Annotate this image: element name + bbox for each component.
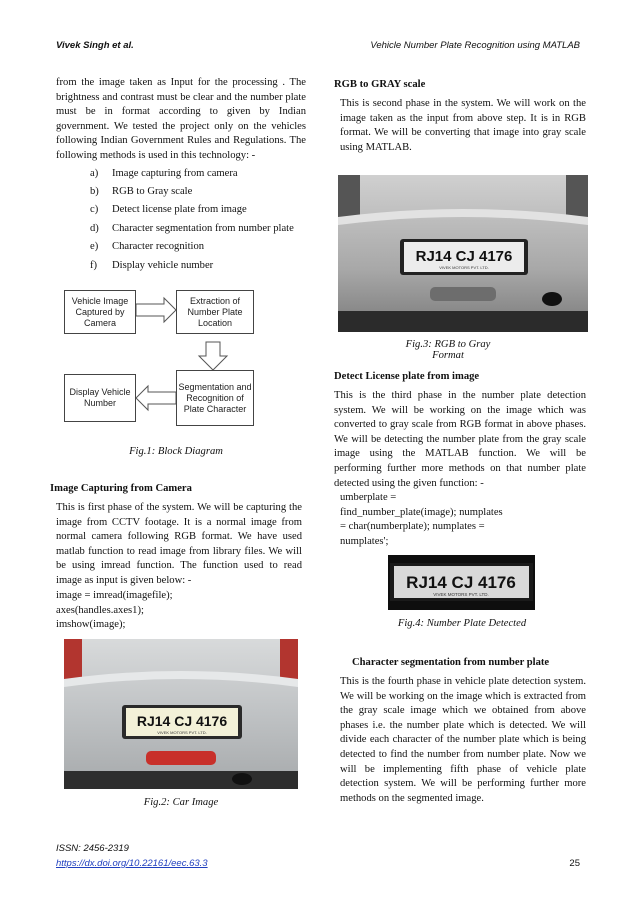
- intro-paragraph: from the image taken as Input for the processing . The brightness and contrast must be clear and the number plate must be in format according to given by Indian government. We tested the project only on the vehicles following Indian Government Rules and Regulations. The following methods is used in this technology: -: [56, 77, 306, 161]
- footer-doi-link[interactable]: https://dx.doi.org/10.22161/eec.63.3: [56, 858, 208, 869]
- footer-issn: ISSN: 2456-2319: [56, 843, 129, 854]
- list-item: b) RGB to Gray scale: [90, 186, 193, 197]
- car-image: [64, 639, 298, 789]
- list-item: c) Detect license plate from image: [90, 204, 247, 215]
- gray-paragraph: This is second phase in the system. We will work on the image taken as the input from above step. It is in RGB format. We will be converting that image into gray scale using MATLAB.: [340, 98, 586, 153]
- code-line: = char(numberplate); numplates =: [340, 521, 485, 533]
- code-line: umberplate =: [340, 492, 397, 503]
- code-line: numplates';: [340, 535, 389, 547]
- arrow-left: [136, 386, 176, 410]
- section-title-gray: RGB to GRAY scale: [334, 79, 426, 90]
- svg-text:VIVEK MOTORS PVT. LTD.: VIVEK MOTORS PVT. LTD.: [439, 265, 489, 270]
- code-block-imread: [56, 589, 173, 633]
- capture-paragraph: This is first phase of the system. We will be capturing the image from CCTV footage. It is a normal image from normal camera following RGB format. We have used matlab function to read image from library files. We will be using imread function. The function used to read image as input is given below: -: [56, 502, 302, 586]
- fig3-caption-line1: Fig.3: RGB to Gray: [405, 339, 491, 350]
- fig1-caption: Fig.1: Block Diagram: [129, 446, 223, 457]
- code-block-detect: [340, 491, 503, 549]
- svg-text:VIVEK MOTORS PVT. LTD.: VIVEK MOTORS PVT. LTD.: [433, 592, 489, 597]
- detect-paragraph: This is the third phase in the number plate detection system. We will be working on the image which was converted to gray scale from RGB format in above phases. We will be detecting the number plate from the gray scale image using the MATLAB function. We will be performing further more methods on that number plate detected using the given function: -: [334, 390, 586, 489]
- gray-car-image: [338, 175, 588, 332]
- detected-plate-image: [388, 555, 535, 610]
- list-item: e) Character recognition: [90, 241, 205, 252]
- diagram-box-segmentation: Segmentation and Recognition of Plate Character: [176, 370, 254, 426]
- fig2-caption: Fig.2: Car Image: [143, 797, 219, 808]
- diagram-box-capture: Vehicle Image Captured by Camera: [64, 290, 136, 334]
- svg-text:RJ14 CJ 4176: RJ14 CJ 4176: [136, 713, 228, 729]
- list-item: f) Display vehicle number: [90, 260, 214, 271]
- section-title-segmentation: Character segmentation from number plate: [352, 657, 550, 668]
- running-title: Vehicle Number Plate Recognition using MATLAB: [370, 40, 580, 51]
- list-item: a) Image capturing from camera: [90, 168, 238, 179]
- code-line: find_number_plate(image); numplates: [340, 506, 503, 518]
- fig3-caption: [388, 339, 508, 361]
- arrow-down: [199, 342, 227, 370]
- running-author: Vivek Singh et al.: [56, 40, 134, 51]
- code-line: imshow(image);: [56, 619, 126, 631]
- list-item: d) Character segmentation from number plate: [90, 223, 294, 234]
- svg-text:VIVEK MOTORS PVT. LTD.: VIVEK MOTORS PVT. LTD.: [157, 730, 207, 735]
- fig4-caption: Fig.4: Number Plate Detected: [397, 618, 527, 629]
- arrow-right: [136, 298, 176, 322]
- page-number: 25: [569, 858, 580, 869]
- code-line: image = imread(imagefile);: [56, 590, 173, 601]
- svg-text:RJ14 CJ 4176: RJ14 CJ 4176: [406, 573, 516, 592]
- detected-plate: [388, 555, 535, 610]
- diagram-box-display: Display Vehicle Number: [64, 374, 136, 422]
- block-diagram: [56, 284, 268, 432]
- diagram-box-extraction: Extraction of Number Plate Location: [176, 290, 254, 334]
- section-title-capture: Image Capturing from Camera: [50, 483, 192, 494]
- segmentation-paragraph: This is the fourth phase in vehicle plate detection system. We will be working on the image which is extracted from the gray scale image which we obtained from above phases i.e. the number plate which is detected. We will divide each character of the number plate which is being detected to find the number from number plate. Now we will be implementing fifth phase of vehicle plate detection system. We will be performing further more methods on the segmented image.: [340, 676, 586, 804]
- car-photo: [64, 639, 298, 789]
- section-title-detect: Detect License plate from image: [334, 371, 480, 382]
- code-line: axes(handles.axes1);: [56, 604, 144, 616]
- gray-car-photo: [338, 175, 588, 332]
- fig3-caption-line2: Format: [432, 350, 464, 361]
- svg-text:RJ14 CJ 4176: RJ14 CJ 4176: [415, 248, 513, 265]
